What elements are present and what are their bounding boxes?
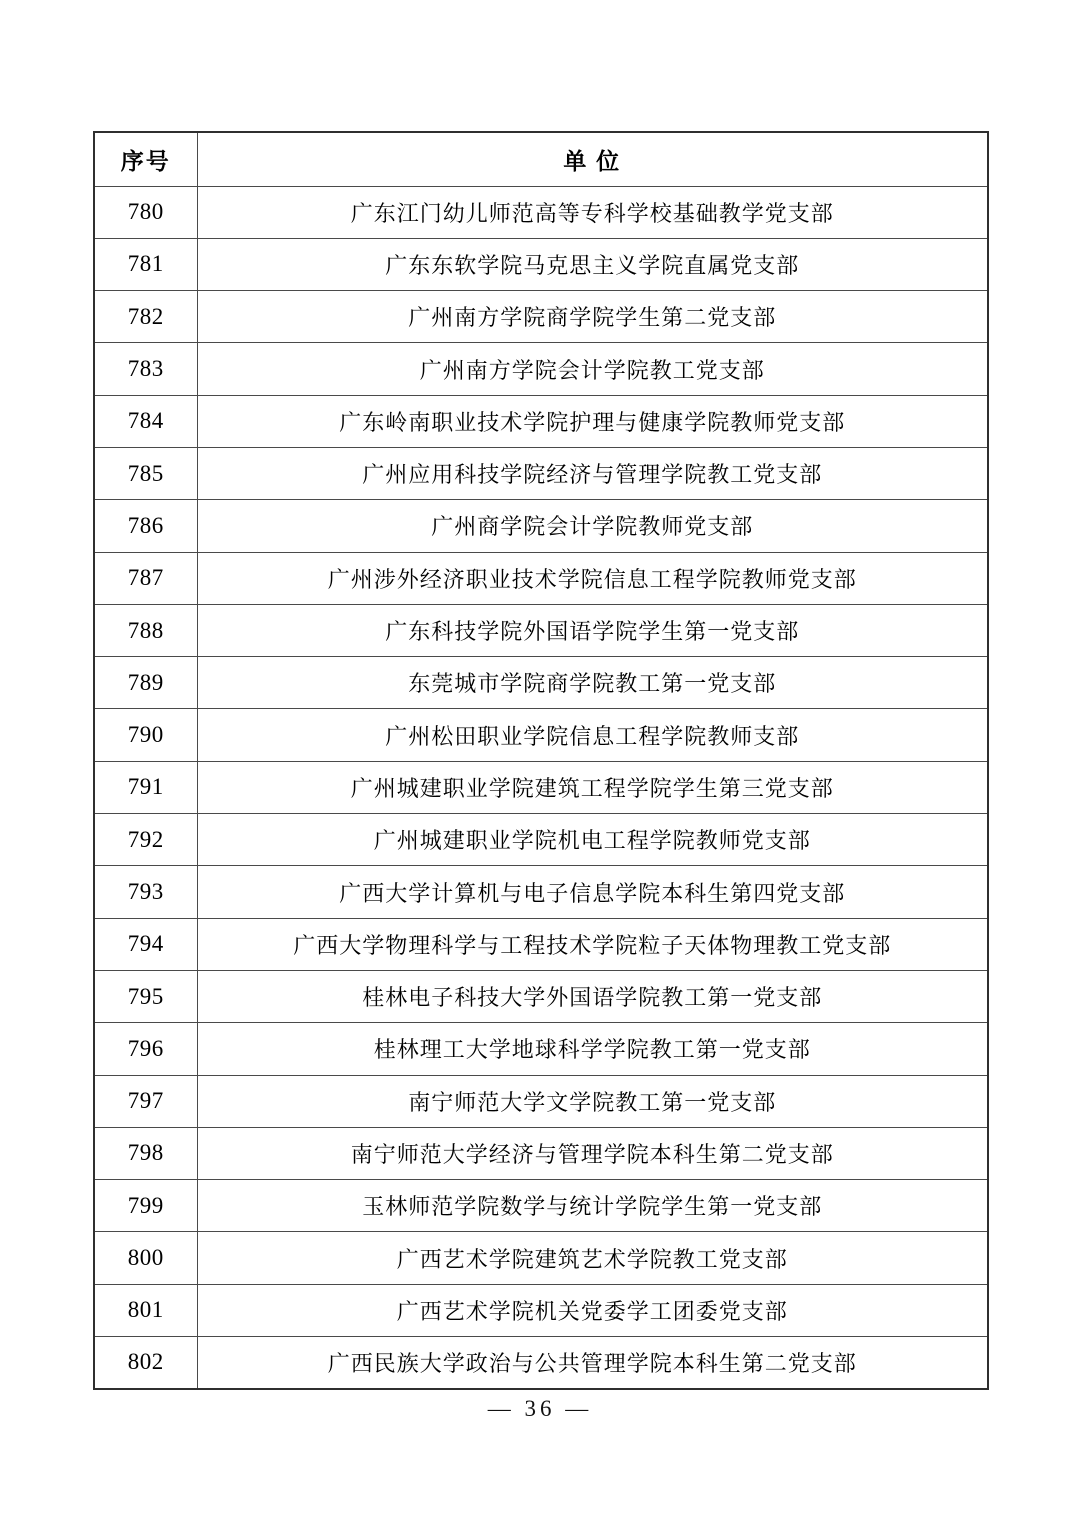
unit-name: 广东江门幼儿师范高等专科学校基础教学党支部 (197, 186, 988, 238)
unit-name: 广州南方学院商学院学生第二党支部 (197, 291, 988, 343)
row-number: 787 (94, 552, 197, 604)
unit-name: 广州应用科技学院经济与管理学院教工党支部 (197, 447, 988, 499)
table-row (94, 186, 988, 238)
table-row (94, 552, 988, 604)
unit-name: 广州商学院会计学院教师党支部 (197, 500, 988, 552)
unit-name: 南宁师范大学文学院教工第一党支部 (197, 1075, 988, 1127)
unit-name: 广东东软学院马克思主义学院直属党支部 (197, 238, 988, 290)
header-cell-no: 序号 (94, 132, 197, 186)
row-number: 789 (94, 657, 197, 709)
table-row (94, 1180, 988, 1232)
row-number: 799 (94, 1180, 197, 1232)
row-number: 795 (94, 970, 197, 1022)
unit-name: 广西艺术学院建筑艺术学院教工党支部 (197, 1232, 988, 1284)
page-number: — 36 — (487, 1396, 593, 1421)
table-row (94, 500, 988, 552)
row-number: 791 (94, 761, 197, 813)
unit-table (93, 131, 989, 1390)
unit-name: 广州南方学院会计学院教工党支部 (197, 343, 988, 395)
row-number: 781 (94, 238, 197, 290)
row-number: 796 (94, 1023, 197, 1075)
table-row (94, 1232, 988, 1284)
table-body (94, 186, 988, 1389)
unit-name: 广州松田职业学院信息工程学院教师支部 (197, 709, 988, 761)
table-row (94, 447, 988, 499)
table-row (94, 970, 988, 1022)
row-number: 797 (94, 1075, 197, 1127)
unit-name: 广西大学物理科学与工程技术学院粒子天体物理教工党支部 (197, 918, 988, 970)
row-number: 800 (94, 1232, 197, 1284)
table-header-row (94, 132, 988, 186)
row-number: 802 (94, 1337, 197, 1389)
table-header (94, 132, 988, 186)
table-row (94, 291, 988, 343)
unit-name: 广州城建职业学院建筑工程学院学生第三党支部 (197, 761, 988, 813)
table-row (94, 866, 988, 918)
row-number: 792 (94, 814, 197, 866)
unit-name: 广东岭南职业技术学院护理与健康学院教师党支部 (197, 395, 988, 447)
table-row (94, 1284, 988, 1336)
row-number: 793 (94, 866, 197, 918)
unit-name: 广西大学计算机与电子信息学院本科生第四党支部 (197, 866, 988, 918)
table-row (94, 395, 988, 447)
table-row (94, 1127, 988, 1179)
unit-name: 玉林师范学院数学与统计学院学生第一党支部 (197, 1180, 988, 1232)
table-row (94, 238, 988, 290)
table-row (94, 1075, 988, 1127)
unit-name: 东莞城市学院商学院教工第一党支部 (197, 657, 988, 709)
unit-name: 桂林理工大学地球科学学院教工第一党支部 (197, 1023, 988, 1075)
row-number: 794 (94, 918, 197, 970)
unit-name: 桂林电子科技大学外国语学院教工第一党支部 (197, 970, 988, 1022)
table-row (94, 1337, 988, 1389)
table-row (94, 814, 988, 866)
table-row (94, 657, 988, 709)
unit-name: 广东科技学院外国语学院学生第一党支部 (197, 604, 988, 656)
row-number: 786 (94, 500, 197, 552)
row-number: 788 (94, 604, 197, 656)
table-row (94, 1023, 988, 1075)
unit-name: 广西民族大学政治与公共管理学院本科生第二党支部 (197, 1337, 988, 1389)
row-number: 801 (94, 1284, 197, 1336)
unit-name: 南宁师范大学经济与管理学院本科生第二党支部 (197, 1127, 988, 1179)
row-number: 782 (94, 291, 197, 343)
row-number: 783 (94, 343, 197, 395)
row-number: 784 (94, 395, 197, 447)
row-number: 798 (94, 1127, 197, 1179)
row-number: 780 (94, 186, 197, 238)
row-number: 785 (94, 447, 197, 499)
unit-name: 广西艺术学院机关党委学工团委党支部 (197, 1284, 988, 1336)
table-row (94, 761, 988, 813)
unit-name: 广州涉外经济职业技术学院信息工程学院教师党支部 (197, 552, 988, 604)
table-row (94, 918, 988, 970)
table-row (94, 604, 988, 656)
row-number: 790 (94, 709, 197, 761)
table-row (94, 343, 988, 395)
table-row (94, 709, 988, 761)
header-cell-unit: 单 位 (197, 132, 988, 186)
unit-name: 广州城建职业学院机电工程学院教师党支部 (197, 814, 988, 866)
